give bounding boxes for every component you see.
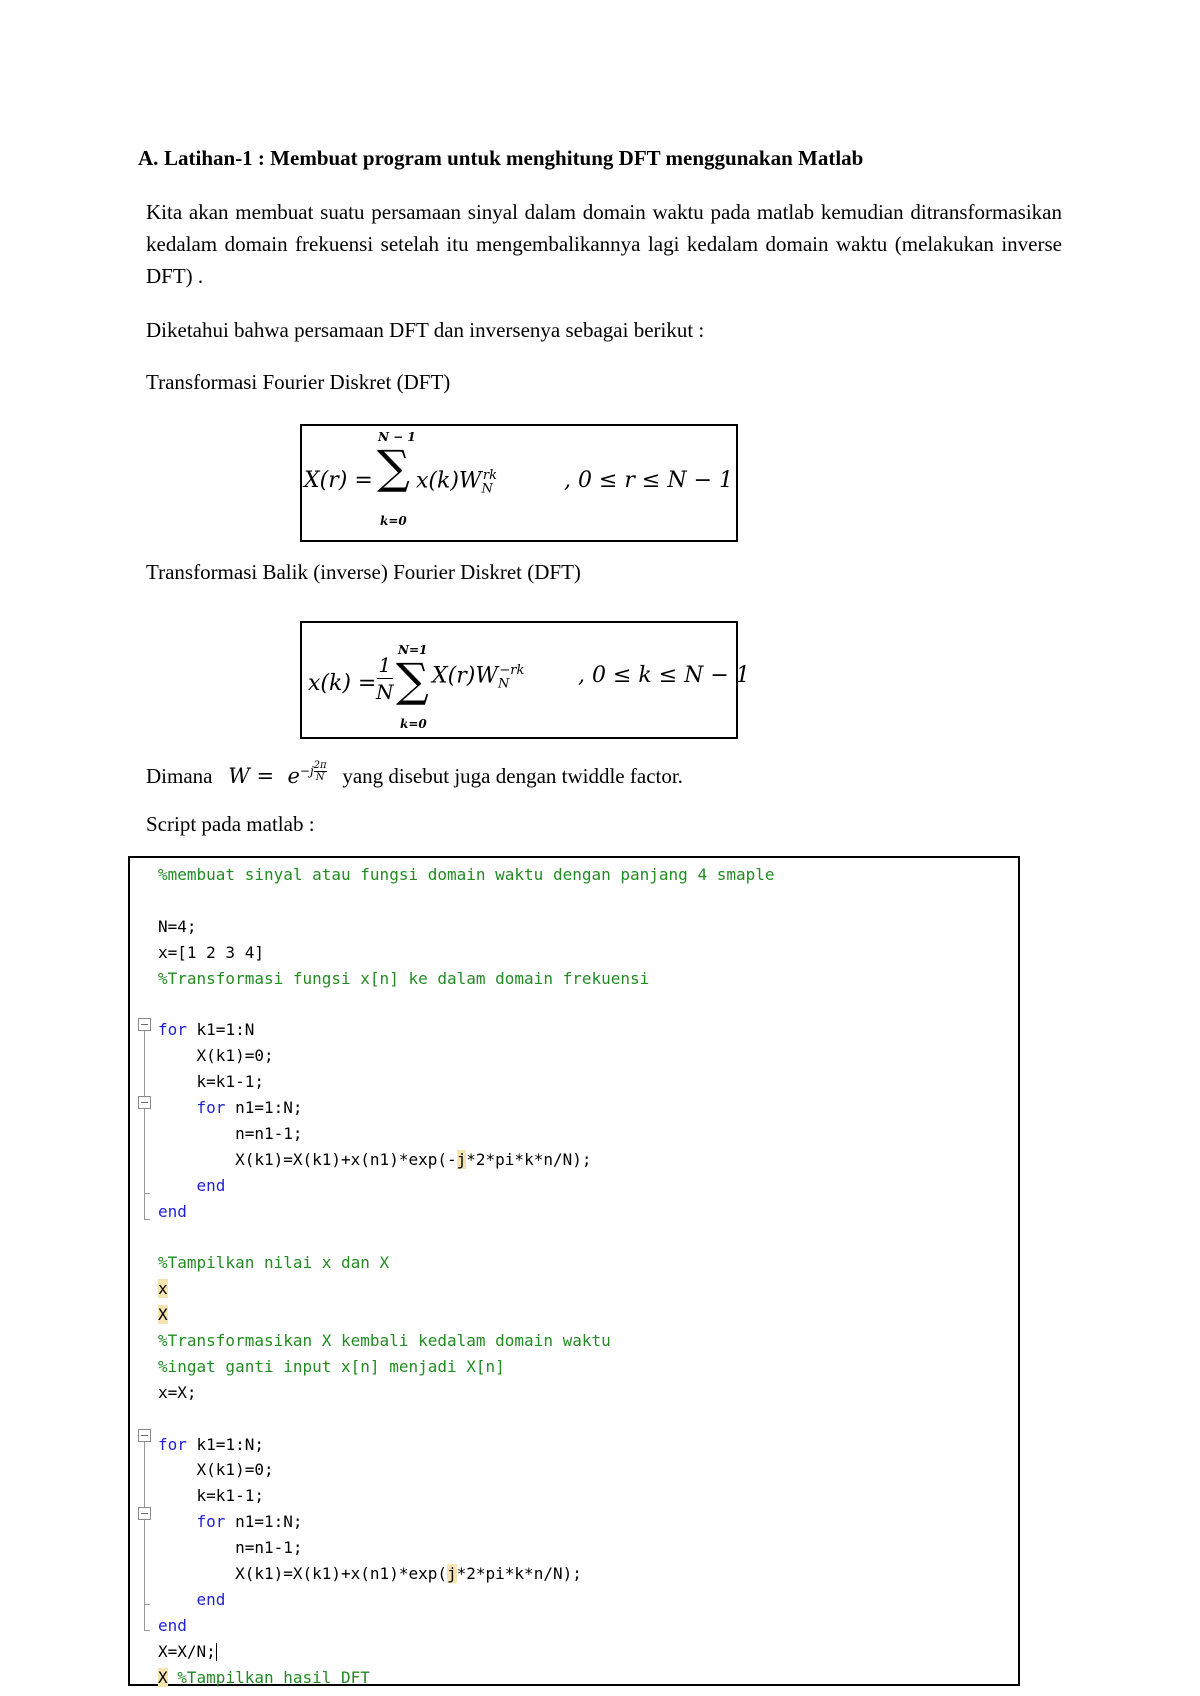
dft-lhs: X(r) = [304,468,373,493]
fold-toggle-icon[interactable] [138,1018,151,1031]
code-editor[interactable] [128,856,1020,1686]
idft-label: Transformasi Balik (inverse) Fourier Diskret (DFT) [146,560,581,584]
idft-formula-box [300,621,750,739]
code-line-for: for k1=1:N; [158,1434,264,1454]
fold-end-marker [144,1193,150,1194]
code-line-comment: %ingat ganti input x[n] menjadi X[n] [158,1356,505,1376]
code-line-comment: %membuat sinyal atau fungsi domain waktu dengan panjang 4 smaple [158,865,775,884]
code-line-for: for n1=1:N; [196,1098,303,1118]
code-line-end: end [158,1201,187,1221]
code-content[interactable] [158,862,775,1691]
fold-toggle-icon[interactable] [138,1507,151,1520]
code-line: n=n1-1; [158,1538,303,1558]
fold-end-marker [144,1219,150,1220]
sigma-symbol: ∑ [396,653,429,707]
fold-end-marker [144,1604,150,1605]
twiddle-formula: $W = e^{-j \frac{2\pi}{N}}$ [228,760,327,788]
code-line: X(k1)=X(k1)+x(n1)*exp(j*2*pi*k*n/N); [158,1564,582,1584]
sigma-symbol: ∑ [377,440,410,494]
dimana-line: Dimana $W = e^{-j \frac{2\pi}{N}}$ yang disebut juga dengan twiddle factor. [146,760,683,788]
code-line-end: end [158,1615,187,1635]
dft-range: , 0 ≤ r ≤ N − 1 [564,468,734,493]
intro-paragraph: Kita akan membuat suatu persamaan sinyal dalam domain waktu pada matlab kemudian ditransformasikan kedalam domain frekuensi setelah itu mengembalikannya lagi kedalam domain waktu (melakukan inverse DFT) . [146,200,1062,288]
code-line-comment: %Tampilkan nilai x dan X [158,1253,390,1273]
code-line-comment: %Transformasi fungsi x[n] ke dalam domain frekuensi [158,968,650,988]
fold-toggle-icon[interactable] [138,1429,151,1442]
dft-upper-limit: N − 1 [378,430,416,444]
idft-term: $X(r)W_N^{-rk}$ [432,663,525,692]
code-line: k=k1-1; [158,1072,264,1092]
dft-label: Transformasi Fourier Diskret (DFT) [146,370,451,394]
idft-fraction: 1 N [376,653,394,704]
fold-guide [144,1442,145,1630]
code-line-comment: %Transformasikan X kembali kedalam domain waktu [158,1331,611,1351]
code-line: n=n1-1; [158,1123,303,1143]
code-line: X(k1)=0; [158,1046,274,1066]
script-label: Script pada matlab : [146,812,315,836]
dft-formula-box [300,424,738,542]
code-line-for: for k1=1:N [158,1020,255,1040]
idft-lower-limit: k=0 [400,717,427,731]
section-heading [138,146,863,171]
code-line: k=k1-1; [158,1486,264,1506]
known-text: Diketahui bahwa persamaan DFT dan inversenya sebagai berikut : [146,318,705,342]
fold-guide [144,1031,145,1219]
code-line-end: end [196,1175,226,1195]
fold-end-marker [144,1630,150,1631]
dft-lower-limit: k=0 [380,514,407,528]
text-cursor [216,1643,217,1661]
code-line: X(k1)=X(k1)+x(n1)*exp(-j*2*pi*k*n/N); [158,1149,592,1169]
idft-range: , 0 ≤ k ≤ N − 1 [578,663,750,688]
idft-lhs: x(k) = [308,671,377,696]
section-letter: A. [138,146,159,170]
idft-upper-limit: N=1 [398,643,428,657]
code-line-for: for n1=1:N; [196,1512,303,1532]
code-line: x=X; [158,1382,197,1402]
dft-term: $x(k)W_N^{rk}$ [416,468,497,497]
code-line: X [158,1305,168,1325]
code-line: X %Tampilkan hasil DFT [158,1667,370,1687]
code-line: X(k1)=0; [158,1460,274,1480]
section-title: Latihan-1 : Membuat program untuk menghitung DFT menggunakan Matlab [164,146,864,170]
code-line: x [158,1279,168,1299]
code-line: X=X/N; [158,1641,216,1661]
code-line: N=4; [158,916,197,936]
fold-toggle-icon[interactable] [138,1096,151,1109]
code-line: x=[1 2 3 4] [158,942,264,962]
code-line-end: end [196,1589,226,1609]
